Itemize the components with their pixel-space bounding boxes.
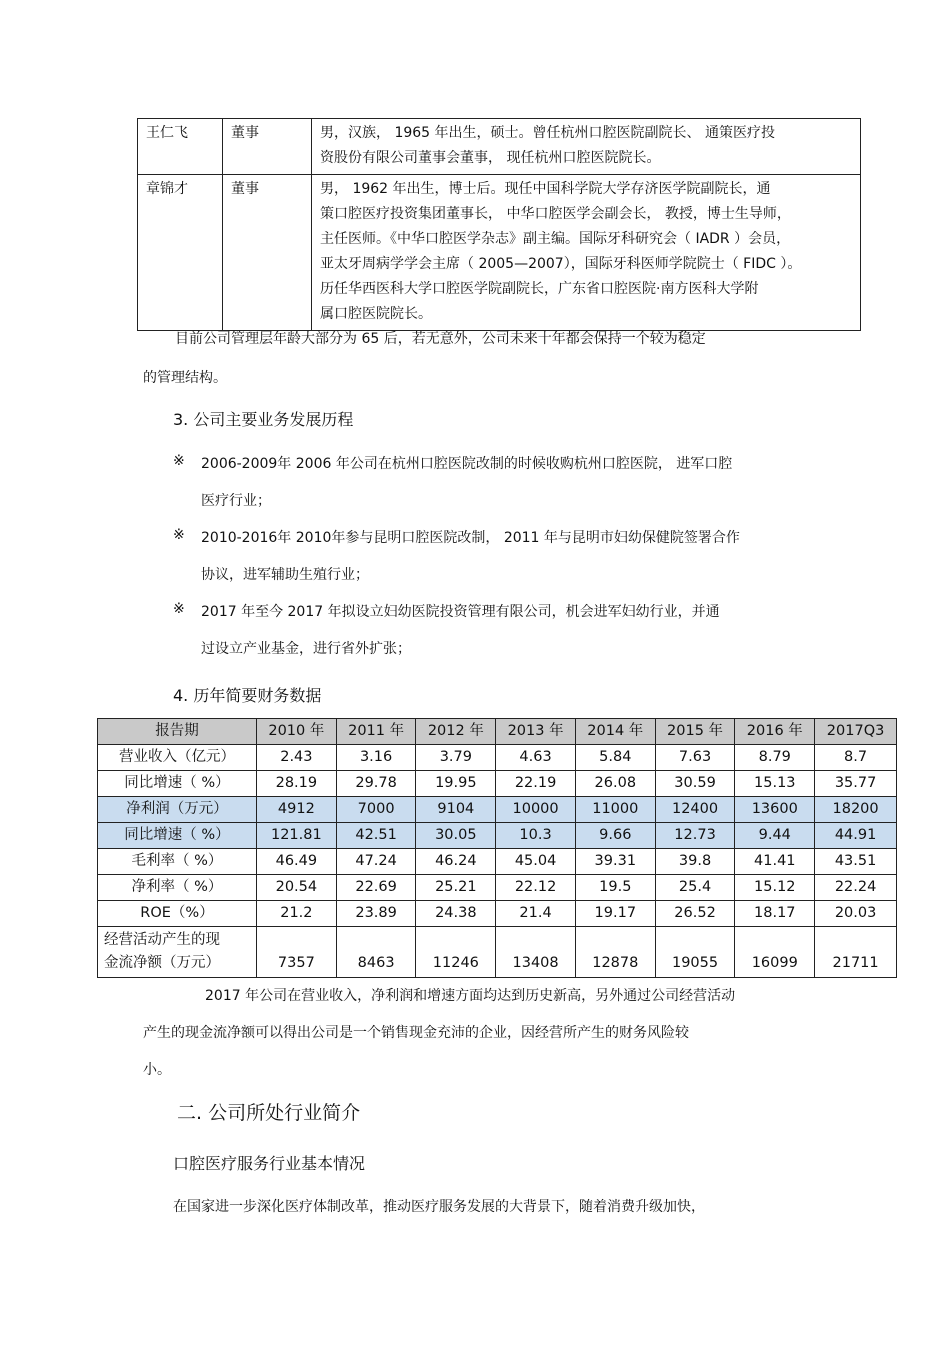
section-heading-3: 3. 公司主要业务发展历程 [173,410,354,429]
financial-table [97,718,897,978]
table-cell: 8463 [336,927,416,978]
section-2-heading: 二. 公司所处行业简介 [177,1102,361,1124]
mgmt-paragraph-line: 目前公司管理层年龄大部分为 65 后，若无意外，公司未来十年都会保持一个较为稳定 [175,331,706,347]
table-cell: 46.24 [416,849,496,875]
table-cell: 3.16 [336,745,416,771]
table-cell: 39.8 [655,849,735,875]
table-cell: 9.66 [575,823,655,849]
table-cell: 30.05 [416,823,496,849]
table-cell: 9.44 [735,823,815,849]
table-cell: 22.24 [815,875,897,901]
table-cell: 12878 [575,927,655,978]
table-cell: 21711 [815,927,897,978]
table-cell: 8.7 [815,745,897,771]
table-row [98,875,897,901]
summary-line: 小。 [143,1062,171,1078]
subheading: 口腔医疗服务行业基本情况 [173,1154,366,1173]
header-cell: 2016 年 [735,719,815,745]
table-cell: 19.95 [416,771,496,797]
summary-line: 2017 年公司在营业收入，净利润和增速方面均达到历史新高，另外通过公司经营活动 [205,988,736,1004]
summary-line: 产生的现金流净额可以得出公司是一个销售现金充沛的企业，因经营所产生的财务风险较 [143,1025,689,1041]
table-cell: 30.59 [655,771,735,797]
table-cell: 15.13 [735,771,815,797]
row-label-line: 金流净额（万元） [104,955,220,971]
director-row [138,175,861,331]
section-heading-4: 4. 历年简要财务数据 [173,686,322,705]
table-cell: 29.78 [336,771,416,797]
table-cell: 41.41 [735,849,815,875]
table-cell: 21.4 [496,901,576,927]
table-cell: 44.91 [815,823,897,849]
row-label: 净利润（万元） [98,797,257,823]
bullet-line: 医疗行业； [201,493,271,509]
row-label: 毛利率（ %） [98,849,257,875]
table-cell: 12400 [655,797,735,823]
table-cell: 7000 [336,797,416,823]
table-cell: 8.79 [735,745,815,771]
header-cell: 2015 年 [655,719,735,745]
header-cell: 2014 年 [575,719,655,745]
row-label-line: 经营活动产生的现 [104,932,220,948]
row-label: 同比增速（ %） [98,823,257,849]
bio-line: 男， 1962 年出生，博士后。现任中国科学院大学存济医学院副院长，通 [320,181,771,197]
bio-line: 历任华西医科大学口腔医学院副院长，广东省口腔医院·南方医科大学附 [320,281,759,297]
director-role: 董事 [223,175,312,331]
table-cell: 121.81 [257,823,337,849]
table-cell: 22.69 [336,875,416,901]
table-cell: 2.43 [257,745,337,771]
table-cell: 16099 [735,927,815,978]
header-cell: 2017Q3 [815,719,897,745]
header-cell: 2010 年 [257,719,337,745]
row-label: 营业收入（亿元） [98,745,257,771]
table-cell: 35.77 [815,771,897,797]
table-cell: 13600 [735,797,815,823]
bullet-mark: ※ [173,601,185,617]
table-row [98,771,897,797]
table-cell: 5.84 [575,745,655,771]
table-cell: 4912 [257,797,337,823]
table-row [98,927,897,978]
bio-line: 属口腔医院院长。 [320,306,432,322]
table-cell: 47.24 [336,849,416,875]
bullet-line: 2006-2009年 2006 年公司在杭州口腔医院改制的时候收购杭州口腔医院， 进军口腔 [201,456,733,472]
table-cell: 13408 [496,927,576,978]
bullet-line: 2017 年至今 2017 年拟设立妇幼医院投资管理有限公司，机会进军妇幼行业，并通 [201,604,720,620]
director-bio [312,119,861,175]
row-label: 净利率（ %） [98,875,257,901]
table-cell: 24.38 [416,901,496,927]
table-cell: 46.49 [257,849,337,875]
table-cell: 12.73 [655,823,735,849]
table-cell: 7.63 [655,745,735,771]
table-row [98,797,897,823]
table-cell: 42.51 [336,823,416,849]
table-cell: 4.63 [496,745,576,771]
table-row [98,849,897,875]
director-row [138,119,861,175]
table-cell: 18200 [815,797,897,823]
table-cell: 20.54 [257,875,337,901]
table-row [98,823,897,849]
table-cell: 7357 [257,927,337,978]
bullet-line: 2010-2016年 2010年参与昆明口腔医院改制， 2011 年与昆明市妇幼保健院签署合作 [201,530,740,546]
bio-line: 策口腔医疗投资集团董事长， 中华口腔医学会副会长， 教授，博士生导师， [320,206,791,222]
table-cell: 20.03 [815,901,897,927]
final-paragraph: 在国家进一步深化医疗体制改革，推动医疗服务发展的大背景下，随着消费升级加快， [173,1199,705,1215]
table-cell: 26.08 [575,771,655,797]
bullet-mark: ※ [173,453,185,469]
table-row [98,901,897,927]
row-label: ROE（%） [98,901,257,927]
table-cell: 28.19 [257,771,337,797]
mgmt-paragraph-line: 的管理结构。 [143,370,227,386]
table-cell: 19.5 [575,875,655,901]
table-cell: 22.12 [496,875,576,901]
table-cell: 39.31 [575,849,655,875]
director-role: 董事 [223,119,312,175]
director-table [137,118,861,331]
row-label: 同比增速（ %） [98,771,257,797]
table-cell: 19.17 [575,901,655,927]
director-name: 王仁飞 [138,119,223,175]
bio-line: 亚太牙周病学学会主席（ 2005—2007），国际牙科医师学院院士（ FIDC ）。 [320,256,802,272]
bullet-mark: ※ [173,527,185,543]
table-cell: 26.52 [655,901,735,927]
row-label [98,927,257,978]
table-cell: 43.51 [815,849,897,875]
director-name: 章锦才 [138,175,223,331]
header-cell: 报告期 [98,719,257,745]
table-cell: 11000 [575,797,655,823]
table-cell: 19055 [655,927,735,978]
table-cell: 23.89 [336,901,416,927]
header-cell: 2012 年 [416,719,496,745]
table-cell: 18.17 [735,901,815,927]
table-cell: 10.3 [496,823,576,849]
director-bio [312,175,861,331]
bio-line: 主任医师。《中华口腔医学杂志》副主编。国际牙科研究会（ IADR ）会员， [320,231,791,247]
table-cell: 3.79 [416,745,496,771]
table-cell: 9104 [416,797,496,823]
table-cell: 21.2 [257,901,337,927]
table-cell: 15.12 [735,875,815,901]
table-cell: 25.21 [416,875,496,901]
table-cell: 25.4 [655,875,735,901]
bio-line: 资股份有限公司董事会董事， 现任杭州口腔医院院长。 [320,150,661,166]
table-cell: 11246 [416,927,496,978]
bio-line: 男，汉族， 1965 年出生，硕士。曾任杭州口腔医院副院长、 通策医疗投 [320,125,775,141]
table-cell: 45.04 [496,849,576,875]
bullet-line: 协议，进军辅助生殖行业； [201,567,369,583]
table-cell: 22.19 [496,771,576,797]
table-header-row [98,719,897,745]
table-row [98,745,897,771]
header-cell: 2011 年 [336,719,416,745]
header-cell: 2013 年 [496,719,576,745]
bullet-line: 过设立产业基金，进行省外扩张； [201,641,411,657]
table-cell: 10000 [496,797,576,823]
